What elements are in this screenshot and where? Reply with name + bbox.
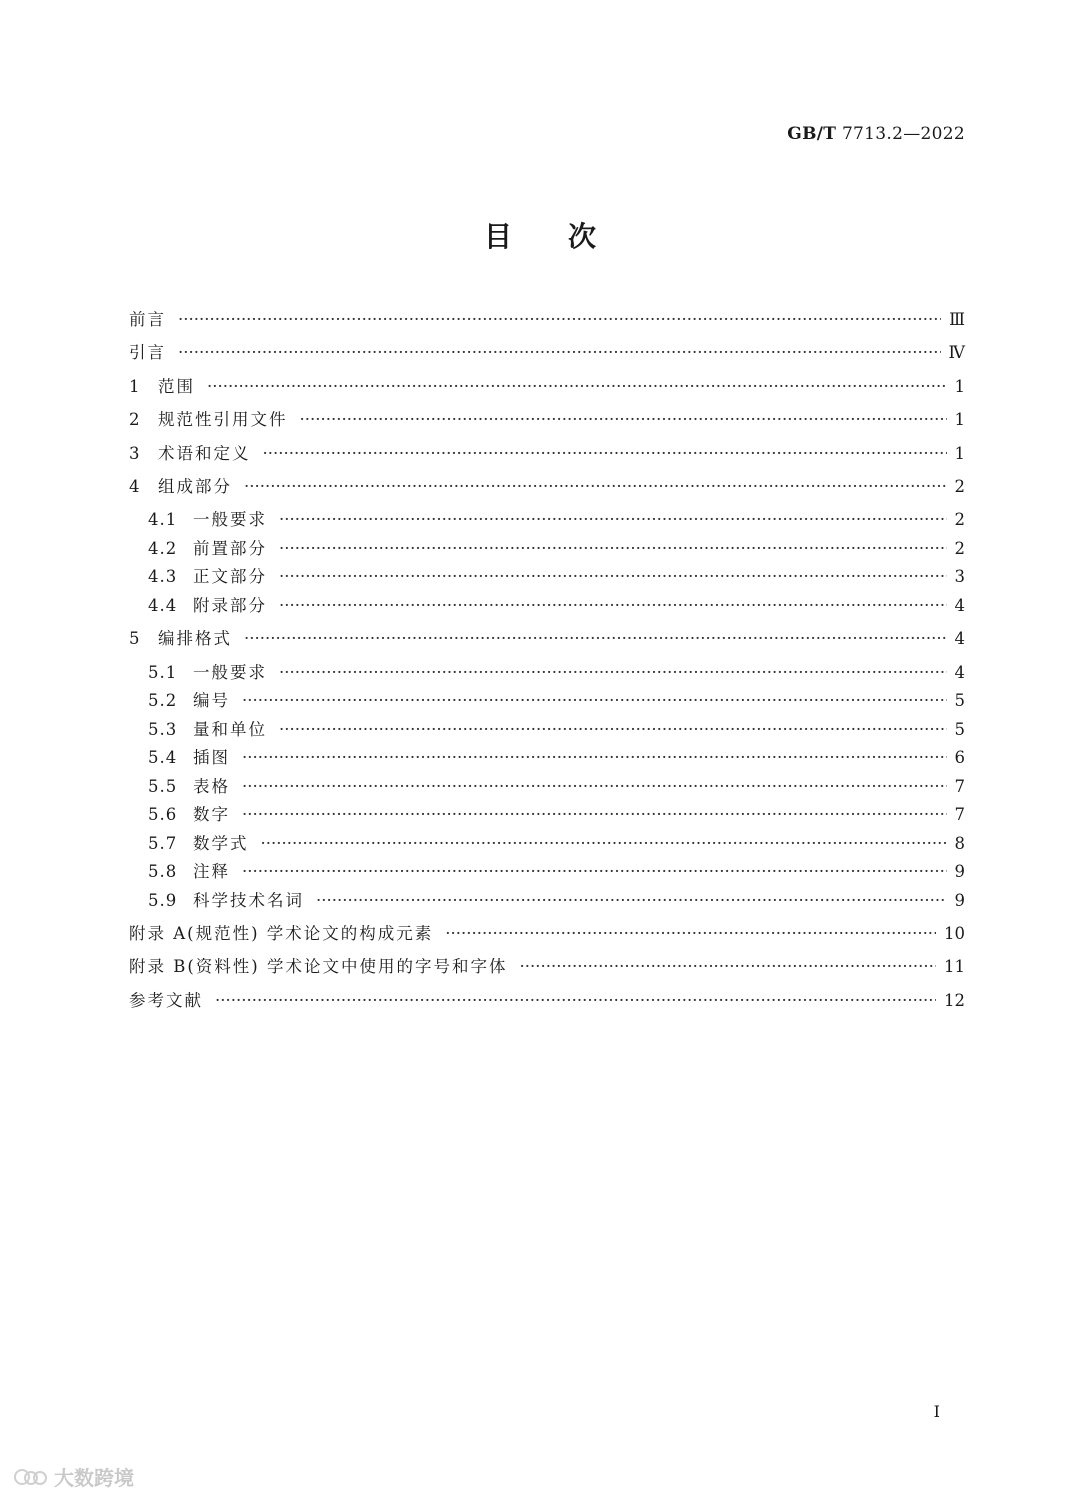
footer-page-number: Ⅰ — [933, 1402, 940, 1421]
toc-entry-page: 7 — [954, 805, 965, 824]
toc-entry-label: 一般要求 — [193, 510, 267, 529]
toc-entry[interactable] — [129, 440, 965, 464]
toc-dot-leader — [207, 377, 947, 396]
toc-entry-page: 4 — [954, 629, 965, 648]
toc-entry-label: 科学技术名词 — [193, 891, 304, 910]
standard-code-prefix: GB/T — [787, 124, 837, 144]
toc-entry[interactable] — [129, 830, 965, 854]
toc-entry[interactable] — [129, 625, 965, 649]
toc-entry[interactable] — [129, 953, 965, 977]
toc-entry-page: 1 — [954, 410, 965, 429]
toc-entry-label: 编排格式 — [158, 629, 232, 648]
toc-entry-label: 数字 — [193, 805, 230, 824]
toc-dot-leader — [316, 891, 947, 910]
toc-entry[interactable] — [129, 659, 965, 683]
toc-entry[interactable] — [129, 506, 965, 530]
toc-dot-leader — [242, 748, 947, 767]
toc-entry[interactable] — [129, 373, 965, 397]
toc-entry-number: 4 — [129, 477, 141, 496]
toc-entry-number: 4.1 — [148, 510, 178, 529]
toc-entry[interactable] — [129, 773, 965, 797]
toc-entry[interactable] — [129, 592, 965, 616]
toc-dot-leader — [215, 991, 936, 1010]
toc-entry[interactable] — [129, 744, 965, 768]
toc-entry-page: 2 — [954, 510, 965, 529]
watermark-logo-icon — [14, 1467, 48, 1487]
toc-entry-page: 12 — [944, 991, 965, 1010]
toc-entry-page: 2 — [954, 477, 965, 496]
toc-entry-page: 9 — [954, 862, 965, 881]
toc-entry-number: 4.3 — [148, 567, 178, 586]
toc-entry[interactable] — [129, 687, 965, 711]
toc-entry[interactable] — [129, 306, 965, 330]
toc-entry[interactable] — [129, 406, 965, 430]
toc-entry-label: 附录 A(规范性) 学术论文的构成元素 — [129, 924, 434, 943]
toc-dot-leader — [242, 862, 947, 881]
toc-entry-number: 5.2 — [148, 691, 178, 710]
toc-dot-leader — [244, 477, 947, 496]
toc-entry-label: 一般要求 — [193, 663, 267, 682]
toc-entry[interactable] — [129, 987, 965, 1011]
toc-entry[interactable] — [129, 887, 965, 911]
page-title: 目次 — [483, 220, 652, 253]
watermark-text: 大数跨境 — [54, 1466, 134, 1490]
toc-entry-number: 5.7 — [148, 834, 178, 853]
toc-dot-leader — [279, 663, 947, 682]
toc-entry-label: 前置部分 — [193, 539, 267, 558]
toc-entry-number: 5.4 — [148, 748, 178, 767]
toc-entry[interactable] — [129, 339, 965, 363]
toc-entry[interactable] — [129, 716, 965, 740]
toc-entry-number: 5.9 — [148, 891, 178, 910]
toc-entry-label: 注释 — [193, 862, 230, 881]
toc-dot-leader — [279, 510, 947, 529]
toc-dot-leader — [242, 805, 947, 824]
toc-entry[interactable] — [129, 473, 965, 497]
toc-entry-number: 5.1 — [148, 663, 178, 682]
toc-dot-leader — [178, 310, 941, 329]
toc-entry-page: 8 — [954, 834, 965, 853]
toc-entry[interactable] — [129, 858, 965, 882]
toc-entry[interactable] — [129, 801, 965, 825]
toc-entry-page: 1 — [954, 377, 965, 396]
toc-entry-page: 2 — [954, 539, 965, 558]
toc-entry-page: 4 — [954, 596, 965, 615]
toc-dot-leader — [263, 444, 947, 463]
toc-dot-leader — [261, 834, 947, 853]
toc-entry[interactable] — [129, 535, 965, 559]
toc-entry-page: 6 — [954, 748, 965, 767]
toc-entry-number: 5 — [129, 629, 141, 648]
toc-dot-leader — [279, 596, 947, 615]
toc-entry-label: 表格 — [193, 777, 230, 796]
toc-entry-label: 术语和定义 — [158, 444, 251, 463]
toc-entry[interactable] — [129, 563, 965, 587]
toc-entry-label: 附录 B(资料性) 学术论文中使用的字号和字体 — [129, 957, 508, 976]
toc-entry-label: 附录部分 — [193, 596, 267, 615]
toc-entry-page: 1 — [954, 444, 965, 463]
toc-entry-page: 10 — [944, 924, 965, 943]
toc-entry-label: 插图 — [193, 748, 230, 767]
toc-entry-label: 规范性引用文件 — [158, 410, 288, 429]
toc-dot-leader — [279, 720, 947, 739]
toc-entry-page: 4 — [954, 663, 965, 682]
toc-entry-number: 4.4 — [148, 596, 178, 615]
toc-entry-number: 3 — [129, 444, 141, 463]
toc-entry-page: 5 — [954, 720, 965, 739]
toc-dot-leader — [445, 924, 936, 943]
toc-dot-leader — [520, 957, 937, 976]
toc-entry-number: 5.8 — [148, 862, 178, 881]
toc-entry-page: 11 — [944, 957, 965, 976]
toc-dot-leader — [244, 629, 947, 648]
toc-entry-number: 5.6 — [148, 805, 178, 824]
watermark — [14, 1462, 134, 1491]
toc-entry-label: 组成部分 — [158, 477, 232, 496]
toc-entry-label: 数学式 — [193, 834, 249, 853]
toc-dot-leader — [242, 691, 947, 710]
toc-entry[interactable] — [129, 920, 965, 944]
toc-dot-leader — [279, 539, 947, 558]
toc-entry-label: 前言 — [129, 310, 166, 329]
standard-code — [787, 124, 965, 144]
toc-entry-number: 1 — [129, 377, 141, 396]
toc-entry-label: 引言 — [129, 343, 166, 362]
toc-entry-number: 5.3 — [148, 720, 178, 739]
toc-entry-page: Ⅳ — [948, 343, 965, 362]
toc-entry-label: 量和单位 — [193, 720, 267, 739]
toc-entry-page: 7 — [954, 777, 965, 796]
toc-dot-leader — [279, 567, 947, 586]
toc-entry-number: 4.2 — [148, 539, 178, 558]
toc-entry-page: Ⅲ — [949, 310, 965, 329]
toc-entry-number: 2 — [129, 410, 141, 429]
toc-dot-leader — [178, 343, 941, 362]
toc-dot-leader — [242, 777, 947, 796]
toc-entry-label: 编号 — [193, 691, 230, 710]
toc-entry-label: 范围 — [158, 377, 195, 396]
toc-entry-label: 正文部分 — [193, 567, 267, 586]
toc-entry-label: 参考文献 — [129, 991, 203, 1010]
standard-code-number: 7713.2—2022 — [836, 124, 965, 144]
toc-entry-number: 5.5 — [148, 777, 178, 796]
toc-entry-page: 5 — [954, 691, 965, 710]
toc-entry-page: 3 — [954, 567, 965, 586]
toc-dot-leader — [300, 410, 947, 429]
toc-entry-page: 9 — [954, 891, 965, 910]
